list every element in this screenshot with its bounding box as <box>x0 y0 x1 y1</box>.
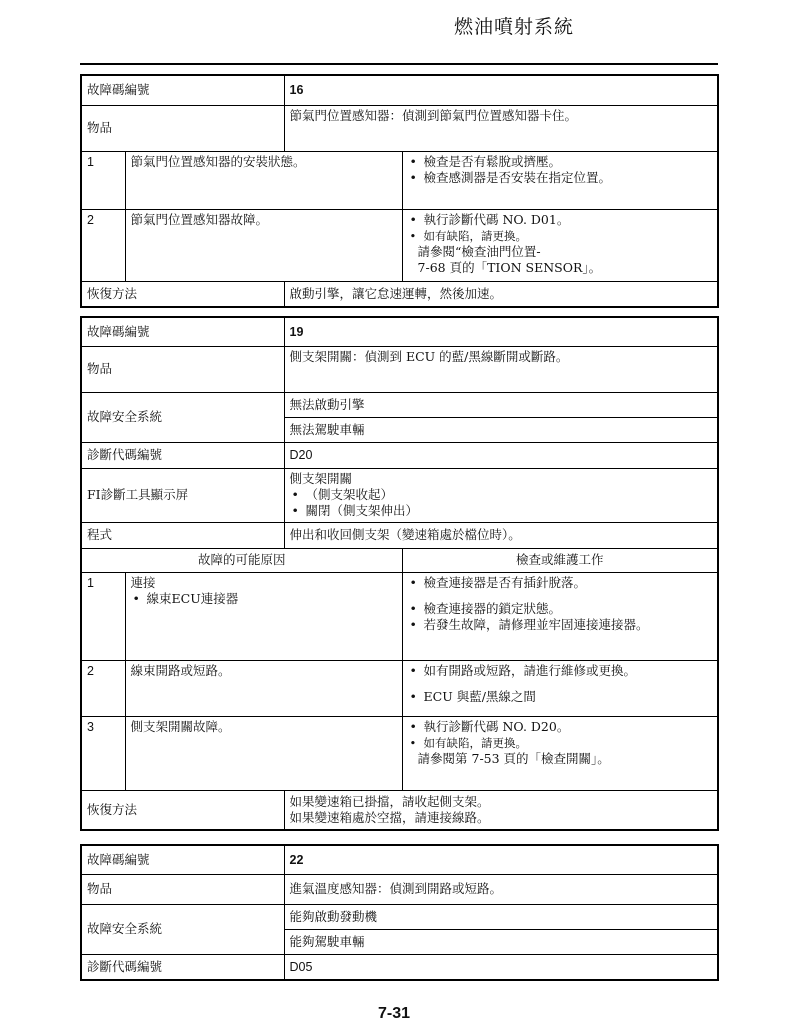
reference-note: 7-68 頁的「TION SENSOR」。 <box>417 259 602 275</box>
label-recovery: 恢復方法 <box>81 281 284 307</box>
code-value: 16 <box>284 75 718 105</box>
header-check-action: 檢查或維護工作 <box>402 548 718 572</box>
failsafe-value: 能夠啟動發動機 <box>284 904 718 929</box>
page-header-title: 燃油噴射系統 <box>454 16 575 38</box>
fault-table-16 <box>80 74 719 308</box>
label-code-no: 故障碼編號 <box>81 75 284 105</box>
code-value: 22 <box>284 845 718 874</box>
diag-code-value: D20 <box>284 442 718 468</box>
label-item: 物品 <box>81 105 284 151</box>
reference-note: 請參閱“檢查油門位置- <box>417 243 541 259</box>
header-rule <box>80 63 718 65</box>
label-item: 物品 <box>81 874 284 904</box>
check-item: • 檢查連接器是否有插針脫落。 <box>408 575 713 591</box>
label-code-no: 故障碼編號 <box>81 845 284 874</box>
row-number: 3 <box>81 716 125 790</box>
check-item: • 執行診斷代碼 NO. D20。 <box>408 719 713 735</box>
failsafe-value: 能夠駕駛車輛 <box>284 929 718 954</box>
label-fi-display: FI診斷工具顯示屏 <box>81 468 284 522</box>
row-number: 1 <box>81 572 125 660</box>
cause-sub-item: • 線束ECU連接器 <box>131 591 397 607</box>
label-item: 物品 <box>81 346 284 392</box>
recovery-value: 啟動引擎，讓它怠速運轉，然後加速。 <box>284 281 718 307</box>
label-diag-code: 診斷代碼編號 <box>81 954 284 980</box>
probable-cause <box>125 572 402 660</box>
check-item: • 如有缺陷，請更換。 <box>408 735 713 751</box>
row-number: 1 <box>81 151 125 209</box>
probable-cause: 線束開路或短路。 <box>125 660 402 716</box>
fi-display-item: • （側支架收起） <box>290 487 713 503</box>
recovery-line: 如果變速箱處於空擋，請連接線路。 <box>289 809 490 825</box>
item-value: 側支架開關：偵測到 ECU 的藍/黑線斷開或斷路。 <box>284 346 718 392</box>
check-item: • 如有開路或短路，請進行維修或更換。 <box>408 663 713 679</box>
item-value: 節氣門位置感知器：偵測到節氣門位置感知器卡住。 <box>284 105 718 151</box>
check-item: • 檢查是否有鬆脫或擠壓。 <box>408 154 713 170</box>
check-item: • 檢查連接器的鎖定狀態。 <box>408 601 713 617</box>
probable-cause: 節氣門位置感知器的安裝狀態。 <box>125 151 402 209</box>
check-item: • ECU 與藍/黑線之間 <box>408 689 713 705</box>
check-cell <box>402 716 718 790</box>
probable-cause: 節氣門位置感知器故障。 <box>125 209 402 281</box>
label-diag-code: 診斷代碼編號 <box>81 442 284 468</box>
diag-code-value: D05 <box>284 954 718 980</box>
label-recovery: 恢復方法 <box>81 790 284 830</box>
check-cell <box>402 572 718 660</box>
label-failsafe: 故障安全系統 <box>81 904 284 954</box>
fault-table-22 <box>80 844 719 981</box>
check-item: • 若發生故障，請修理並牢固連接連接器。 <box>408 617 713 633</box>
failsafe-value: 無法啟動引擎 <box>284 392 718 417</box>
code-value: 19 <box>284 317 718 346</box>
row-number: 2 <box>81 660 125 716</box>
check-item: • 檢查感測器是否安裝在指定位置。 <box>408 170 713 186</box>
label-code-no: 故障碼編號 <box>81 317 284 346</box>
check-cell <box>402 209 718 281</box>
check-item: • 如有缺陷，請更換。 <box>408 228 713 244</box>
recovery-cell <box>284 790 718 830</box>
procedure-value: 伸出和收回側支架（變速箱處於檔位時）。 <box>284 522 718 548</box>
header-probable-cause: 故障的可能原因 <box>81 548 402 572</box>
fault-table-19 <box>80 316 719 831</box>
item-value: 進氣溫度感知器：偵測到開路或短路。 <box>284 874 718 904</box>
check-item: • 執行診斷代碼 NO. D01。 <box>408 212 713 228</box>
label-failsafe: 故障安全系統 <box>81 392 284 442</box>
cause-title: 連接 <box>130 574 156 590</box>
reference-note: 請參閱第 7-53 頁的「檢查開關」。 <box>417 750 610 766</box>
fi-display-title: 側支架開關 <box>289 471 353 486</box>
probable-cause: 側支架開關故障。 <box>125 716 402 790</box>
fi-display-item: • 關閉（側支架伸出） <box>290 503 713 519</box>
check-cell <box>402 660 718 716</box>
recovery-line: 如果變速箱已掛擋，請收起側支架。 <box>289 793 490 809</box>
label-procedure: 程式 <box>81 522 284 548</box>
check-cell <box>402 151 718 209</box>
fi-display-cell <box>284 468 718 522</box>
page-number: 7-31 <box>377 1005 411 1022</box>
row-number: 2 <box>81 209 125 281</box>
failsafe-value: 無法駕駛車輛 <box>284 417 718 442</box>
